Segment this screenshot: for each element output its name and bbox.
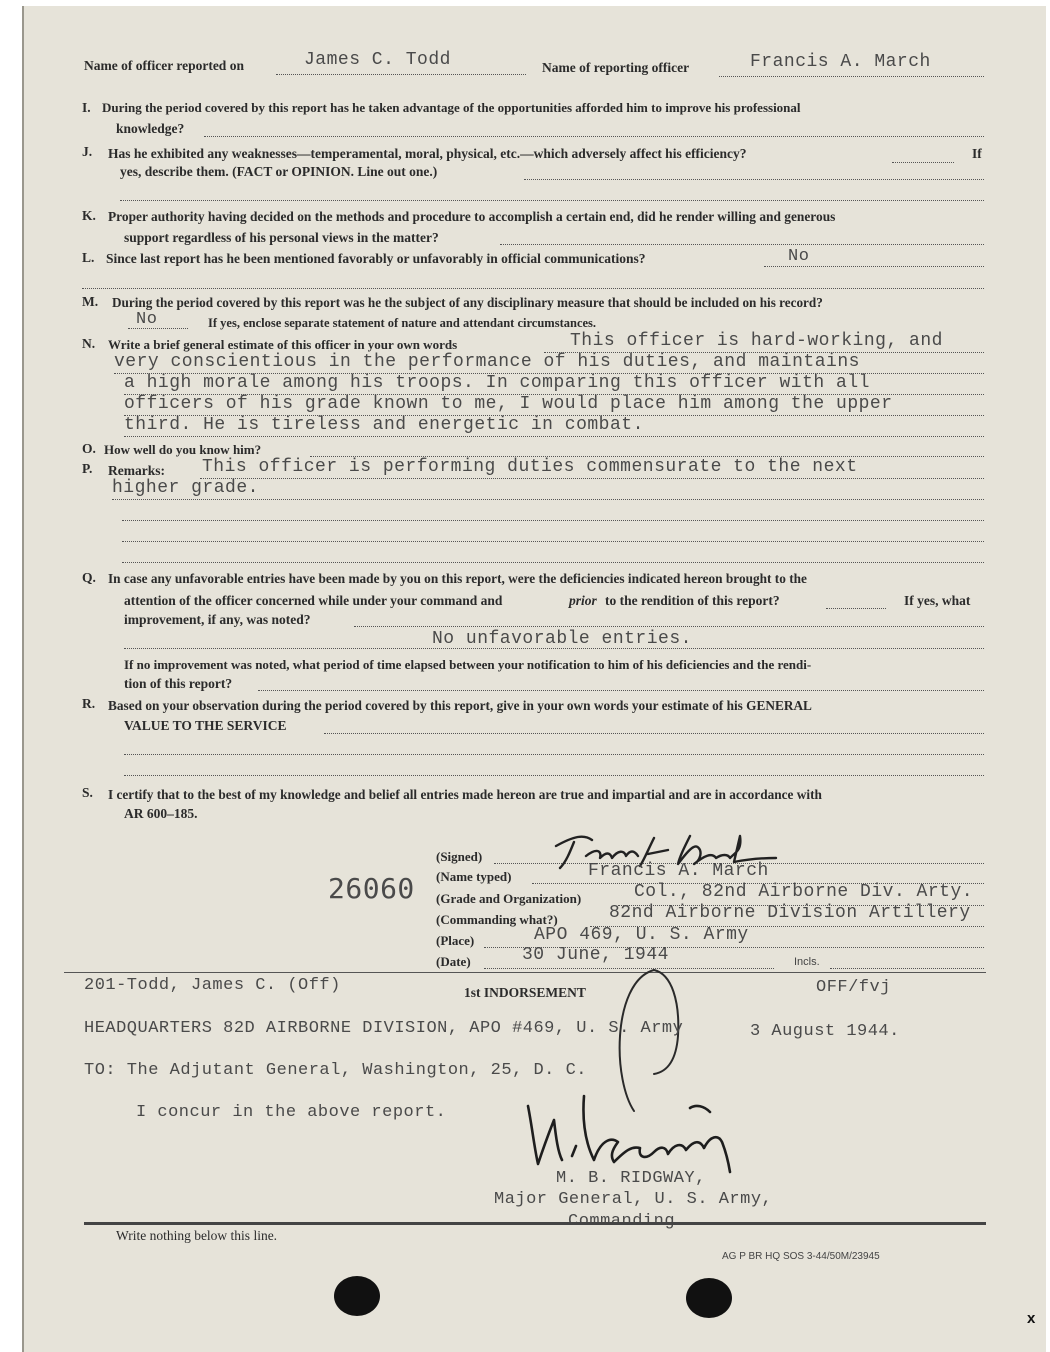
place-label: (Place) xyxy=(436,933,475,948)
q-l-line xyxy=(764,266,984,267)
q-q-answer: No unfavorable entries. xyxy=(432,629,692,649)
q-k-line xyxy=(500,244,984,245)
reporting-label: Name of reporting officer xyxy=(542,60,690,75)
q-q-text-2d: If yes, what xyxy=(904,593,971,608)
q-r-text-2: VALUE TO THE SERVICE xyxy=(124,718,287,733)
place: APO 469, U. S. Army xyxy=(534,925,749,945)
indorsement-sign-role: Commanding. xyxy=(568,1212,686,1231)
q-j-if: If xyxy=(972,146,982,161)
grade-label: (Grade and Organization) xyxy=(436,891,582,906)
q-q-text-4: If no improvement was noted, what period of time elapsed between your notification to him of his deficiencies and the rendi- xyxy=(124,657,812,672)
q-n-rule-3 xyxy=(124,394,984,395)
q-p-answer-line-1: This officer is performing duties commensurate to the next xyxy=(202,457,858,477)
q-n-answer-line-3: a high morale among his troops. In comparing this officer with all xyxy=(124,373,870,393)
punch-hole-left xyxy=(334,1276,380,1316)
q-p-letter: P. xyxy=(82,461,93,476)
reporting-name: Francis A. March xyxy=(750,52,931,72)
q-r-letter: R. xyxy=(82,696,96,711)
q-q-letter: Q. xyxy=(82,570,96,585)
reporting-line xyxy=(719,76,984,77)
indorsement-hq-date: 3 August 1944. xyxy=(750,1022,900,1041)
q-j-text-1: Has he exhibited any weaknesses—temperamental, moral, physical, etc.—which adversely affect his efficiency? xyxy=(108,146,747,161)
q-p-rule-5 xyxy=(122,562,984,563)
q-j-short-line xyxy=(892,162,954,163)
q-s-text-1: I certify that to the best of my knowledge and belief all entries made hereon are true and impartial and are in accordance with xyxy=(108,787,822,802)
q-n-answer-line-5: third. He is tireless and energetic in combat. xyxy=(124,415,644,435)
report-page xyxy=(22,6,1046,1352)
indorsement-ref: OFF/fvj xyxy=(816,978,891,997)
q-j-text-2: yes, describe them. (FACT or OPINION. Line out one.) xyxy=(120,164,438,179)
grade: Col., 82nd Airborne Div. Arty. xyxy=(634,882,974,902)
q-q-answer-line xyxy=(124,648,984,649)
indorsement-rule-top xyxy=(64,972,986,973)
q-q-text-2a: attention of the officer concerned while under your command and xyxy=(124,593,503,608)
bottom-rule xyxy=(84,1222,986,1225)
q-j-letter: J. xyxy=(82,144,93,159)
q-q-text-2b: prior xyxy=(569,593,597,608)
q-q-text-3: improvement, if any, was noted? xyxy=(124,612,311,627)
q-p-label: Remarks: xyxy=(108,463,165,478)
q-m-letter: M. xyxy=(82,294,99,309)
q-p-rule-1 xyxy=(200,478,984,479)
q-r-line-2 xyxy=(124,754,984,755)
q-k-letter: K. xyxy=(82,208,96,223)
officer-label: Name of officer reported on xyxy=(84,58,244,73)
q-n-answer-line-1: This officer is hard-working, and xyxy=(570,331,943,351)
q-r-line-3 xyxy=(124,775,984,776)
officer-name: James C. Todd xyxy=(304,50,451,70)
q-s-letter: S. xyxy=(82,785,93,800)
indorsement-file: 201-Todd, James C. (Off) xyxy=(84,976,341,995)
q-o-text: How well do you know him? xyxy=(104,442,262,457)
name-typed: Francis A. March xyxy=(588,861,769,881)
corner-mark: x xyxy=(1027,1310,1036,1327)
q-r-text-1: Based on your observation during the period covered by this report, give in your own words your estimate of his GENERAL xyxy=(108,698,812,713)
q-i-letter: I. xyxy=(82,100,91,115)
q-n-answer-line-4: officers of his grade known to me, I would place him among the upper xyxy=(124,394,893,414)
report-number: 26060 xyxy=(328,872,415,905)
q-q-line-2 xyxy=(258,690,984,691)
q-o-letter: O. xyxy=(82,441,96,456)
q-q-short-line xyxy=(826,608,886,609)
indorsement-to: TO: The Adjutant General, Washington, 25, D. C. xyxy=(84,1061,587,1080)
q-m-text-2: If yes, enclose separate statement of nature and attendant circumstances. xyxy=(208,316,597,330)
q-m-text-1: During the period covered by this report was he the subject of any disciplinary measure that should be included on his record? xyxy=(112,295,823,310)
date-label: (Date) xyxy=(436,954,471,969)
q-i-text-2: knowledge? xyxy=(116,121,185,136)
q-n-answer-line-2: very conscientious in the performance of his duties, and maintains xyxy=(114,352,860,372)
date: 30 June, 1944 xyxy=(522,945,669,965)
q-j-line-2 xyxy=(120,200,984,201)
q-p-rule-2 xyxy=(112,499,984,500)
incls-line xyxy=(830,968,984,969)
print-code: AG P BR HQ SOS 3-44/50M/23945 xyxy=(722,1251,880,1262)
indorsement-body: I concur in the above report. xyxy=(136,1103,447,1122)
q-k-text-1: Proper authority having decided on the methods and procedure to accomplish a certain end, did he render willing and generous xyxy=(108,209,836,224)
q-n-rule-5 xyxy=(124,436,984,437)
commanding-label: (Commanding what?) xyxy=(436,912,558,927)
q-k-text-2: support regardless of his personal views in the matter? xyxy=(124,230,439,245)
footer-note: Write nothing below this line. xyxy=(116,1228,278,1243)
indorsement-title: 1st INDORSEMENT xyxy=(464,985,586,1000)
q-n-rule-1 xyxy=(544,352,984,353)
q-s-text-2: AR 600–185. xyxy=(124,806,198,821)
q-n-letter: N. xyxy=(82,336,96,351)
punch-hole-right xyxy=(686,1278,732,1318)
q-l-answer: No xyxy=(788,247,810,266)
q-q-text-1: In case any unfavorable entries have been made by you on this report, were the deficiencies indicated hereon brought to the xyxy=(108,571,807,586)
indorsement-sign-rank: Major General, U. S. Army, xyxy=(494,1190,773,1209)
q-r-line xyxy=(324,733,984,734)
q-p-rule-3 xyxy=(122,520,984,521)
indorsement-sign-name: M. B. RIDGWAY, xyxy=(556,1169,706,1188)
q-j-line xyxy=(524,179,984,180)
q-n-rule-4 xyxy=(124,415,984,416)
incls-label: Incls. xyxy=(794,956,820,968)
q-m-answer: No xyxy=(136,310,158,329)
q-l-letter: L. xyxy=(82,250,95,265)
q-q-text-2c: to the rendition of this report? xyxy=(605,593,780,608)
q-i-line xyxy=(204,136,984,137)
q-i-text-1: During the period covered by this report has he taken advantage of the opportunities afforded him to improve his professional xyxy=(102,100,801,115)
q-l-text: Since last report has he been mentioned favorably or unfavorably in official communications? xyxy=(106,251,646,266)
indorsement-hq: HEADQUARTERS 82D AIRBORNE DIVISION, APO #469, U. S. Army xyxy=(84,1019,684,1038)
q-p-answer-line-2: higher grade. xyxy=(112,478,259,498)
q-l-line-2 xyxy=(82,288,984,289)
q-q-text-5: tion of this report? xyxy=(124,676,233,691)
q-p-rule-4 xyxy=(122,541,984,542)
name-typed-label: (Name typed) xyxy=(436,869,512,884)
officer-line xyxy=(276,74,526,75)
ridgway-signature xyxy=(514,1086,764,1176)
signed-label: (Signed) xyxy=(436,849,483,864)
q-n-rule-2 xyxy=(114,373,984,374)
q-q-line xyxy=(354,626,984,627)
commanding: 82nd Airborne Division Artillery xyxy=(609,903,971,923)
q-n-label: Write a brief general estimate of this officer in your own words xyxy=(108,337,458,352)
